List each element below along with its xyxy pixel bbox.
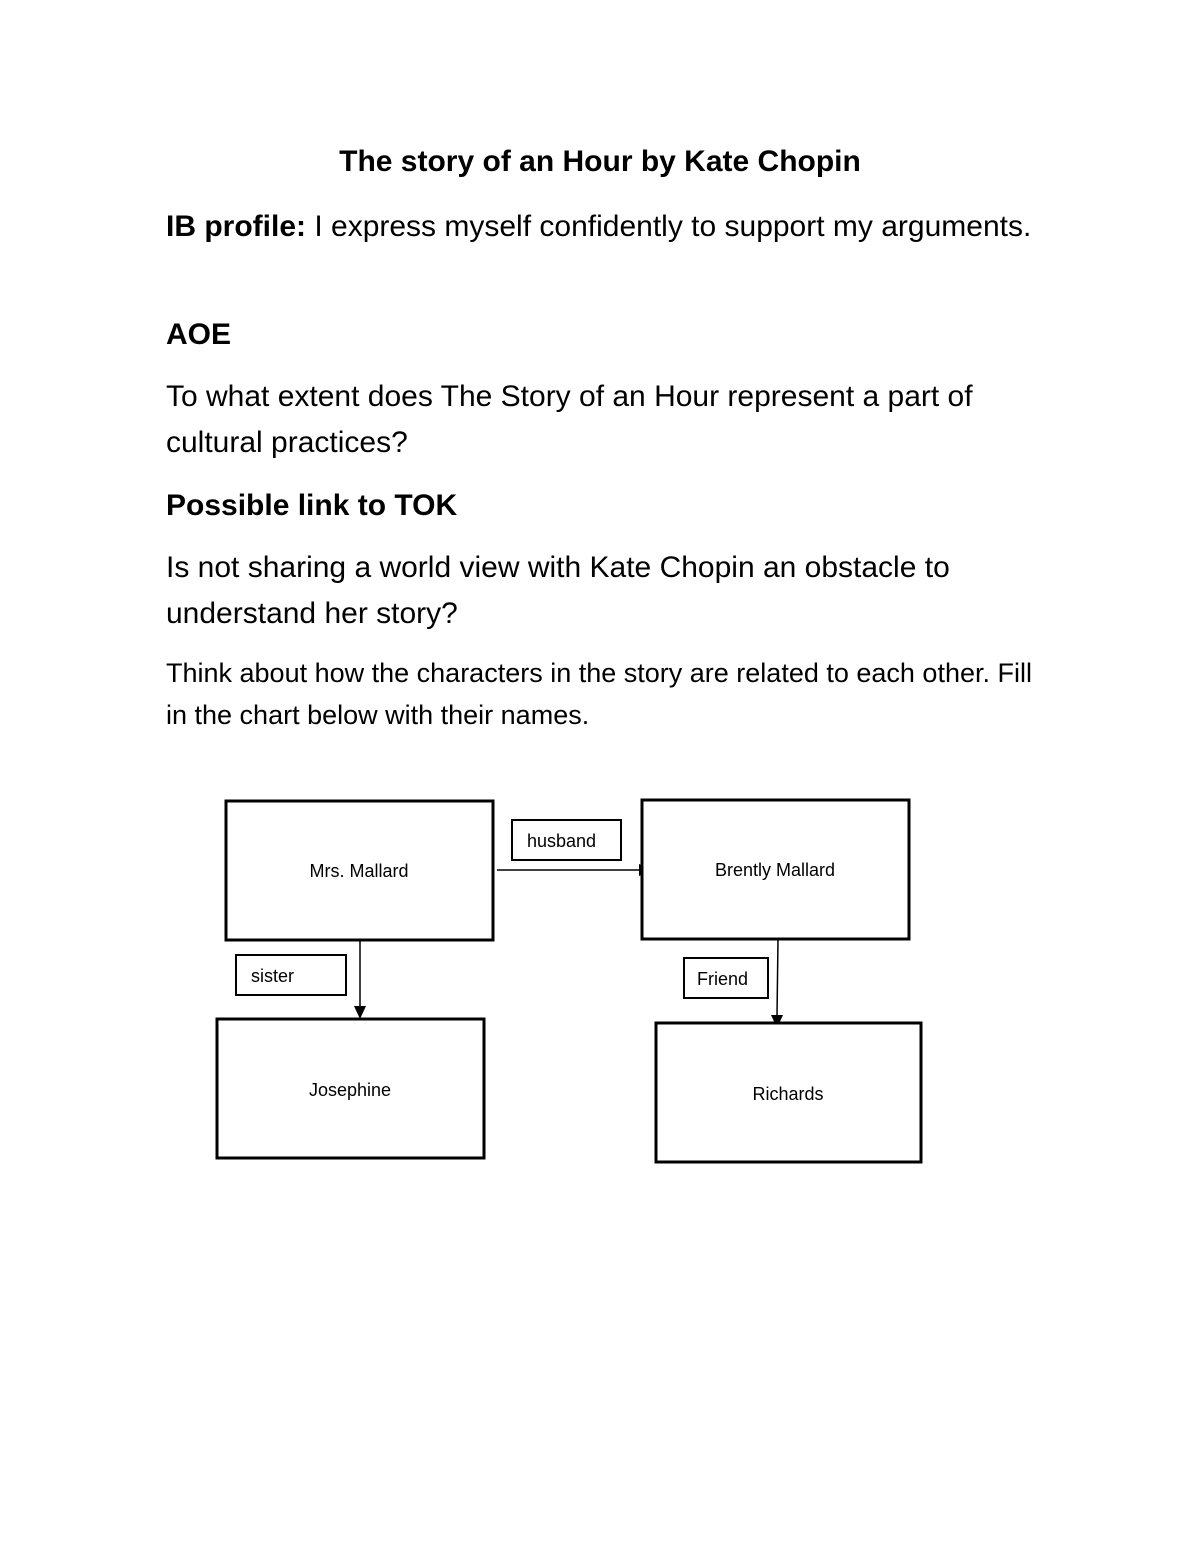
node-josephine-label: Josephine: [308, 1080, 392, 1100]
arrowhead-sister: [354, 1006, 366, 1019]
node-brently-mallard-label: Brently Mallard: [714, 860, 836, 880]
relation-sister-label: sister: [251, 966, 295, 986]
node-josephine: [217, 1019, 484, 1158]
node-richards: [656, 1023, 921, 1162]
document-title: The story of an Hour by Kate Chopin: [339, 145, 861, 178]
node-richards-label: Richards: [752, 1084, 824, 1104]
relation-husband-label: husband: [527, 831, 597, 851]
edge-friend: [771, 939, 783, 1028]
relation-friend: [684, 958, 768, 998]
edge-husband: [497, 864, 652, 876]
relation-husband: [512, 820, 621, 860]
node-mrs-mallard-label: Mrs. Mallard: [309, 861, 409, 881]
tok-question: Is not sharing a world view with Kate Chopin an obstacle to understand her story?: [166, 551, 950, 630]
ib-profile-text: I express myself confidently to support my arguments.: [306, 210, 1032, 243]
relation-friend-label: Friend: [697, 969, 749, 989]
node-brently-mallard: [642, 800, 909, 939]
edge-sister: [354, 940, 366, 1019]
instruction-text: Think about how the characters in the story are related to each other. Fill in the chart below with their names.: [166, 658, 1032, 730]
aoe-question: To what extent does The Story of an Hour represent a part of cultural practices?: [166, 380, 973, 459]
tok-heading: Possible link to TOK: [166, 489, 458, 522]
node-mrs-mallard: [226, 801, 493, 940]
relation-sister: [236, 955, 346, 995]
aoe-heading: AOE: [166, 318, 232, 351]
ib-profile-label: IB profile:: [166, 210, 306, 243]
